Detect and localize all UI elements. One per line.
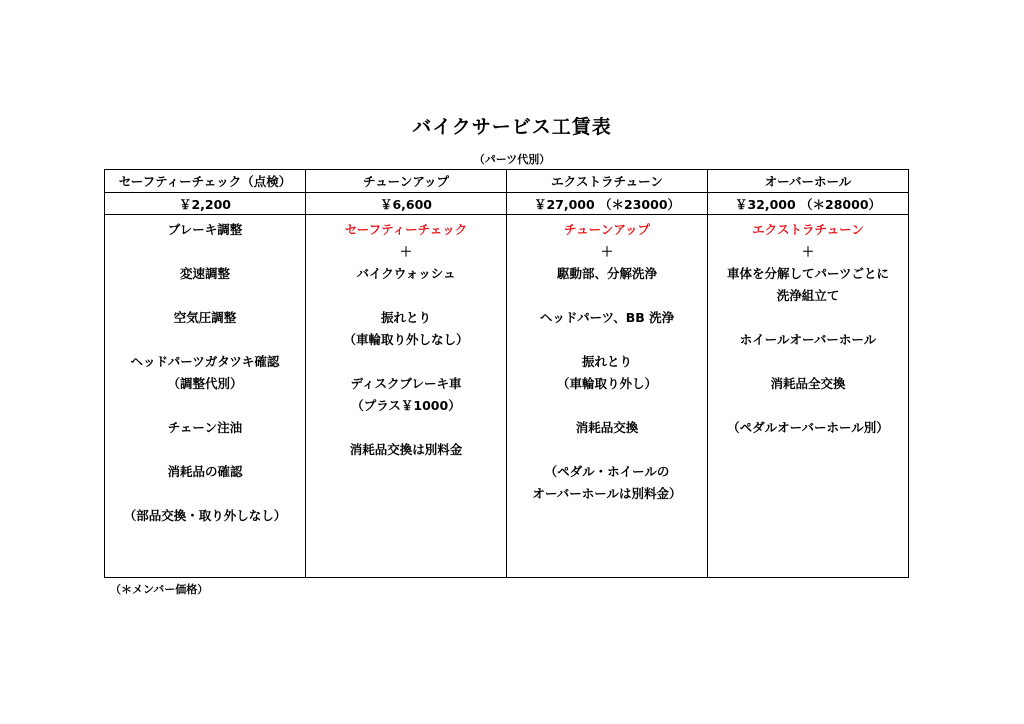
detail-base-service: チューンアップ xyxy=(563,222,650,237)
detail-line: （部品交換・取り外しなし） xyxy=(123,508,287,523)
detail-line: 変速調整 xyxy=(179,266,230,281)
plus-sign: ＋ xyxy=(600,244,614,259)
detail-line: 振れとり xyxy=(380,310,431,325)
plus-sign: ＋ xyxy=(801,244,815,259)
detail-line: （プラス￥1000） xyxy=(351,398,461,413)
detail-line: ブレーキ調整 xyxy=(167,222,243,237)
detail-line: （調整代別） xyxy=(167,376,243,391)
page-title: バイクサービス工賃表 xyxy=(412,116,612,138)
detail-base-service: セーフティーチェック xyxy=(344,222,468,237)
detail-line: （ペダルオーバーホール別） xyxy=(727,420,889,435)
detail-line: ヘッドパーツガタツキ確認 xyxy=(130,354,280,369)
plus-sign: ＋ xyxy=(399,244,413,259)
detail-line: チェーン注油 xyxy=(167,420,243,435)
detail-line: 車体を分解してパーツごとに xyxy=(726,266,889,281)
detail-line: 消耗品全交換 xyxy=(770,376,846,391)
detail-line: 消耗品交換 xyxy=(575,420,639,435)
detail-line: ホイールオーバーホール xyxy=(739,332,877,347)
detail-line: ディスクブレーキ車 xyxy=(350,376,462,391)
page-subtitle: （パーツ代別） xyxy=(473,153,551,166)
detail-line: （車輪取り外しなし） xyxy=(343,332,469,347)
detail-row xyxy=(105,215,909,578)
header-safety-check: セーフティーチェック（点検） xyxy=(105,170,306,193)
detail-line: バイクウォッシュ xyxy=(356,266,456,281)
detail-safety-check xyxy=(105,215,306,578)
detail-line: オーバーホールは別料金） xyxy=(532,486,682,501)
detail-line: 空気圧調整 xyxy=(173,310,237,325)
detail-line: 消耗品の確認 xyxy=(167,464,243,479)
member-price-footnote: （＊メンバー価格） xyxy=(110,583,209,596)
detail-overhaul xyxy=(708,215,909,578)
detail-base-service: エクストラチューン xyxy=(752,222,864,237)
detail-line: 振れとり xyxy=(581,354,632,369)
price-overhaul: ￥32,000 （＊28000） xyxy=(708,193,909,215)
price-safety-check: ￥2,200 xyxy=(105,193,306,215)
price-extra-tune: ￥27,000 （＊23000） xyxy=(507,193,708,215)
detail-line: ヘッドパーツ、BB 洗浄 xyxy=(539,310,675,325)
detail-line: 消耗品交換は別料金 xyxy=(349,442,463,457)
detail-line: （ペダル・ホイールの xyxy=(544,464,670,479)
detail-line: （車輪取り外し） xyxy=(556,376,657,391)
header-tune-up: チューンアップ xyxy=(306,170,507,193)
header-row xyxy=(105,170,909,193)
detail-extra-tune xyxy=(507,215,708,578)
header-extra-tune: エクストラチューン xyxy=(507,170,708,193)
header-overhaul: オーバーホール xyxy=(708,170,909,193)
price-table xyxy=(104,169,909,578)
price-row xyxy=(105,193,909,215)
price-tune-up: ￥6,600 xyxy=(306,193,507,215)
detail-line: 洗浄組立て xyxy=(776,288,840,303)
detail-tune-up xyxy=(306,215,507,578)
detail-line: 駆動部、分解洗浄 xyxy=(556,266,657,281)
